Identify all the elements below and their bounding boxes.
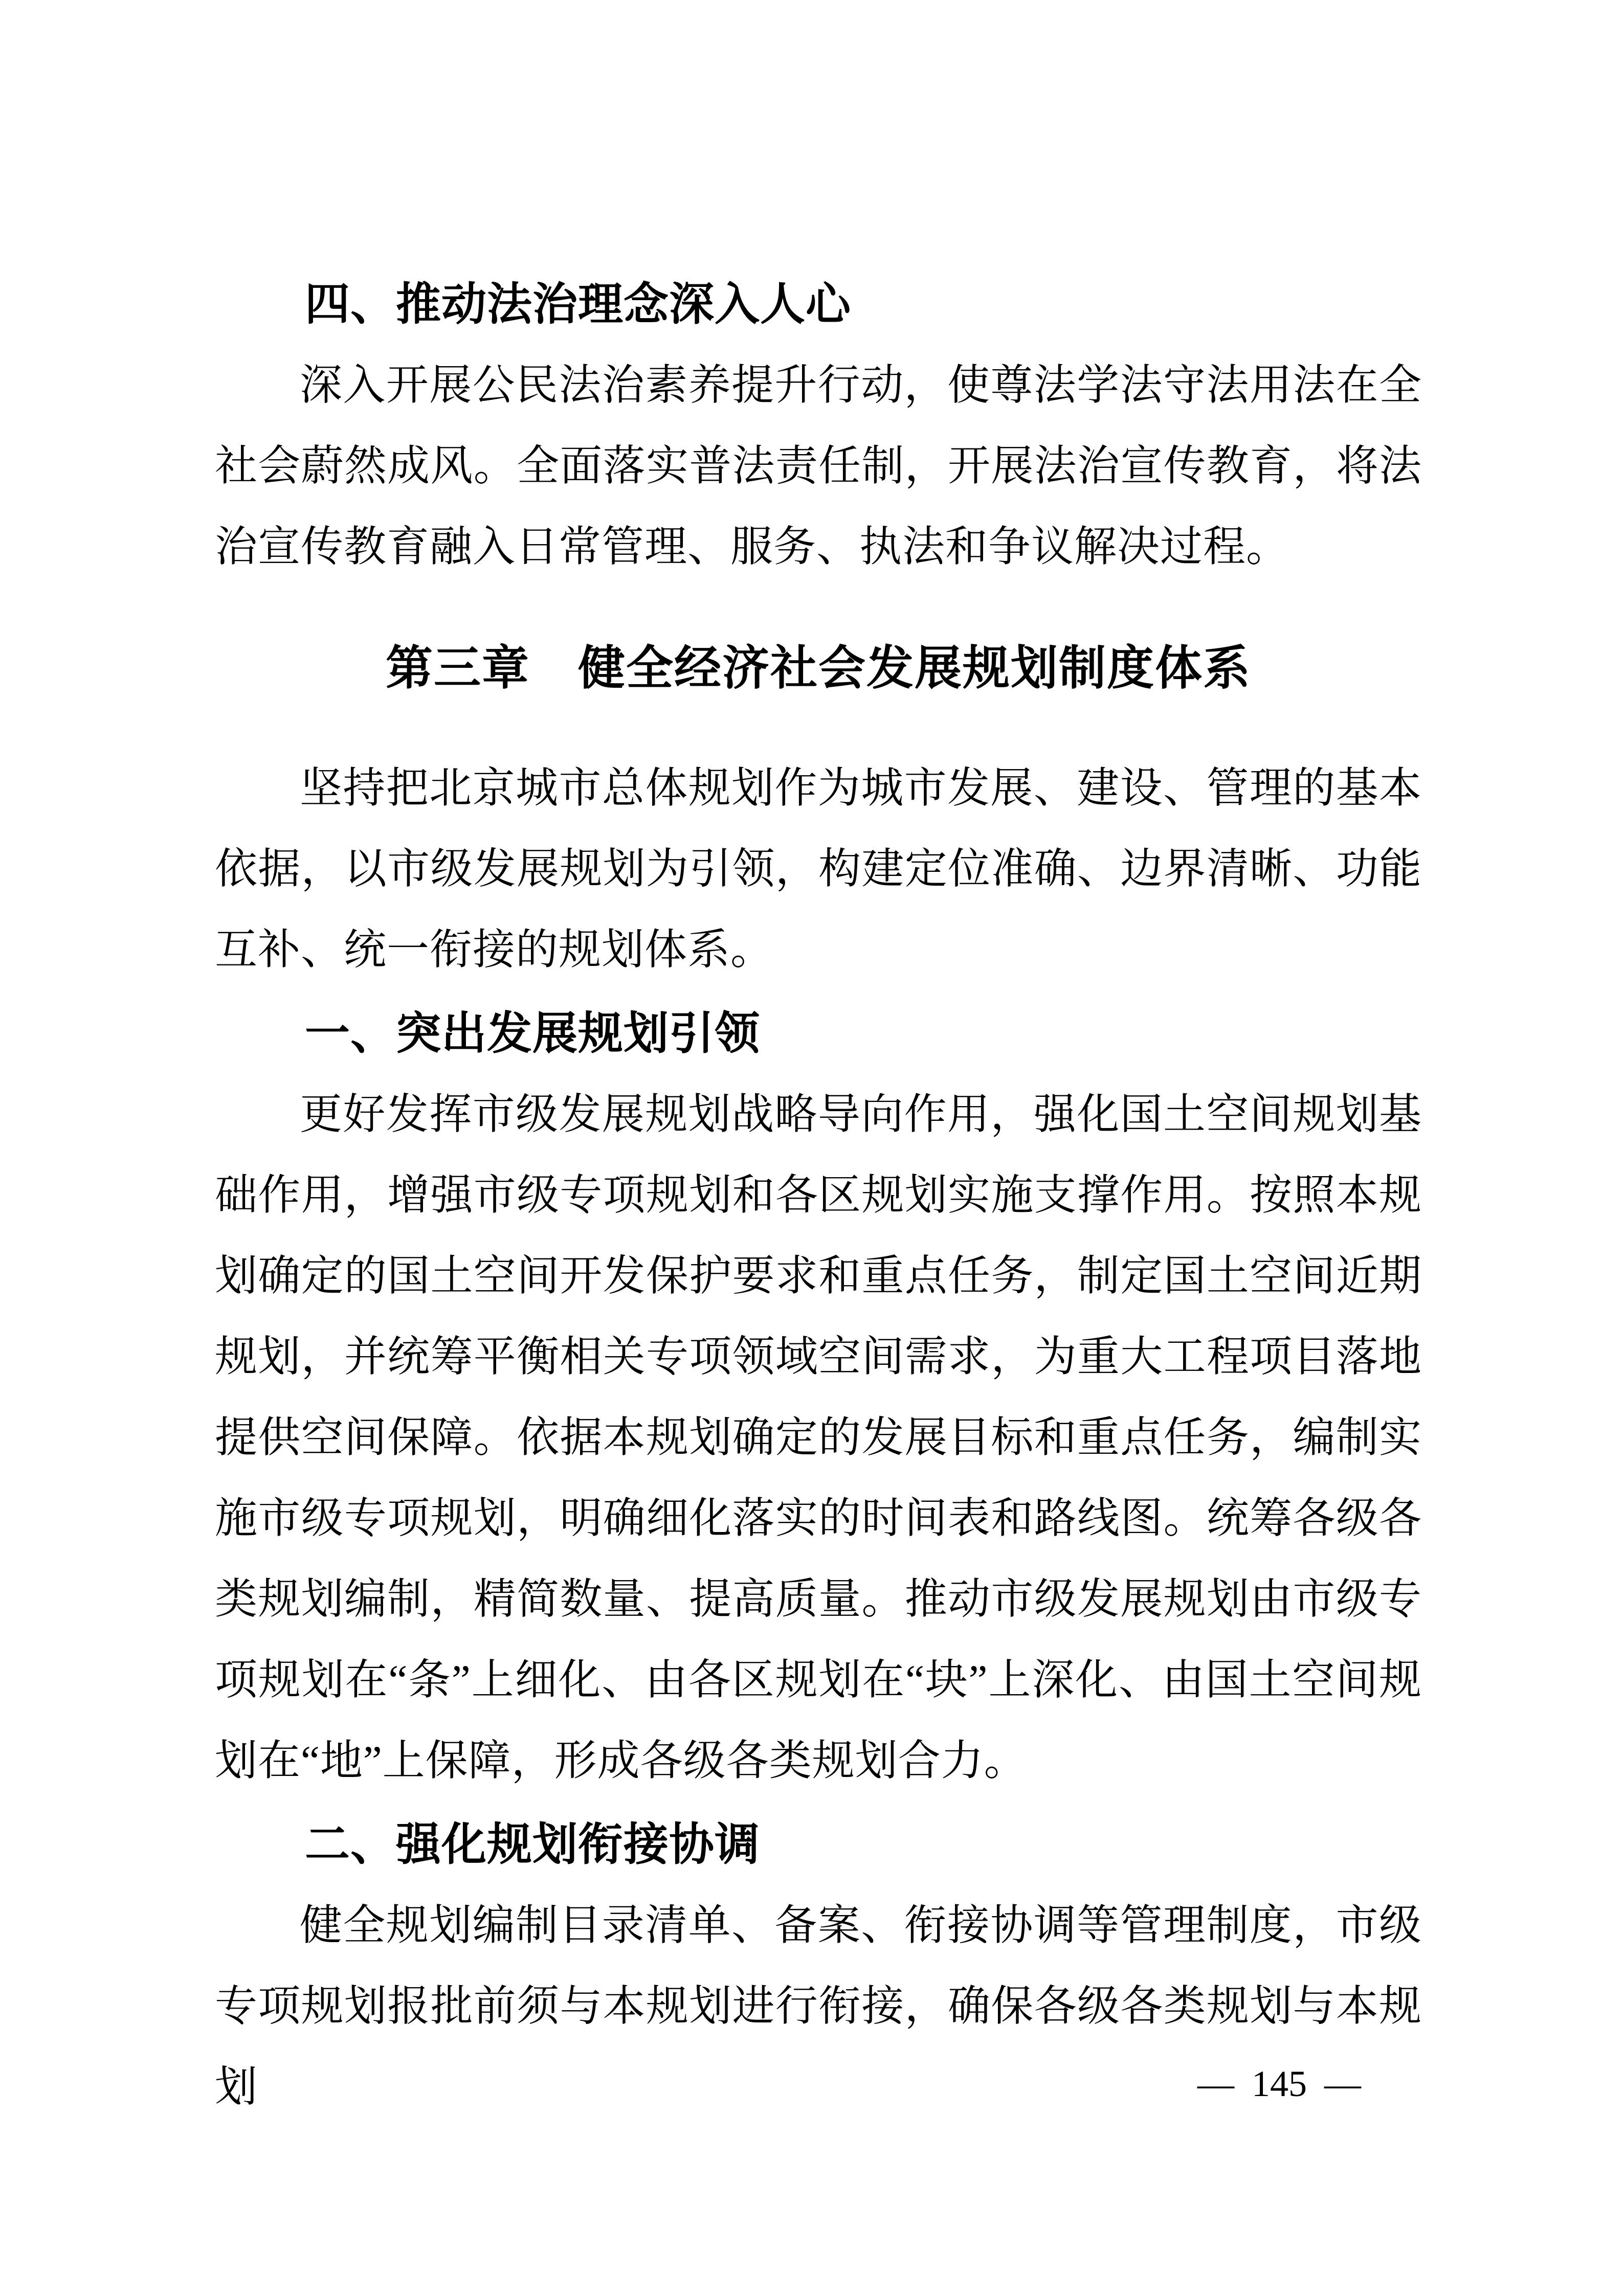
paragraph-fazhan-guihua: 更好发挥市级发展规划战略导向作用，强化国土空间规划基础作用，增强市级专项规划和各区规划实施支撑作用。按照本规划确定的国土空间开发保护要求和重点任务，制定国土空间近期规划，并统筹平衡相关专项领域空间需求，为重大工程项目落地提供空间保障。依据本规划确定的发展目标和重点任务，编制实施市级专项规划，明确细化落实的时间表和路线图。统筹各级各类规划编制，精简数量、提高质量。推动市级发展规划由市级专项规划在“条”上细化、由各区规划在“块”上深化、由国土空间规划在“地”上保障，形成各级各类规划合力。 — [215, 1091, 1422, 1784]
paragraph-fazhi-xuanchuan: 深入开展公民法治素养提升行动，使尊法学法守法用法在全社会蔚然成风。全面落实普法责任制，开展法治宣传教育，将法治宣传教育融入日常管理、服务、执法和争议解决过程。 — [215, 362, 1422, 570]
chapter-title: 第三章 健全经济社会发展规划制度体系 — [385, 642, 1251, 694]
text-block — [215, 261, 1422, 2127]
section-heading-fazhan-guihua-yinling: 一、突出发展规划引领 — [305, 1008, 761, 1059]
paragraph-chapter-intro: 坚持把北京城市总体规划作为城市发展、建设、管理的基本依据，以市级发展规划为引领，构建定位准确、边界清晰、功能互补、统一衔接的规划体系。 — [215, 764, 1422, 973]
section-heading-tuidong-fazhi: 四、推动法治理念深入人心 — [305, 279, 852, 329]
page-number — [1180, 2061, 1378, 2107]
page-number-dash-left: — — [1197, 2063, 1234, 2104]
section-heading-guihua-xianjie-xietiao: 二、强化规划衔接协调 — [305, 1819, 761, 1870]
page-number-value: 145 — [1252, 2063, 1307, 2104]
paragraph-guihua-xianjie: 健全规划编制目录清单、备案、衔接协调等管理制度，市级专项规划报批前须与本规划进行衔接，确保各级各类规划与本规划 — [215, 1902, 1422, 2110]
page-number-dash-right: — — [1324, 2063, 1361, 2104]
